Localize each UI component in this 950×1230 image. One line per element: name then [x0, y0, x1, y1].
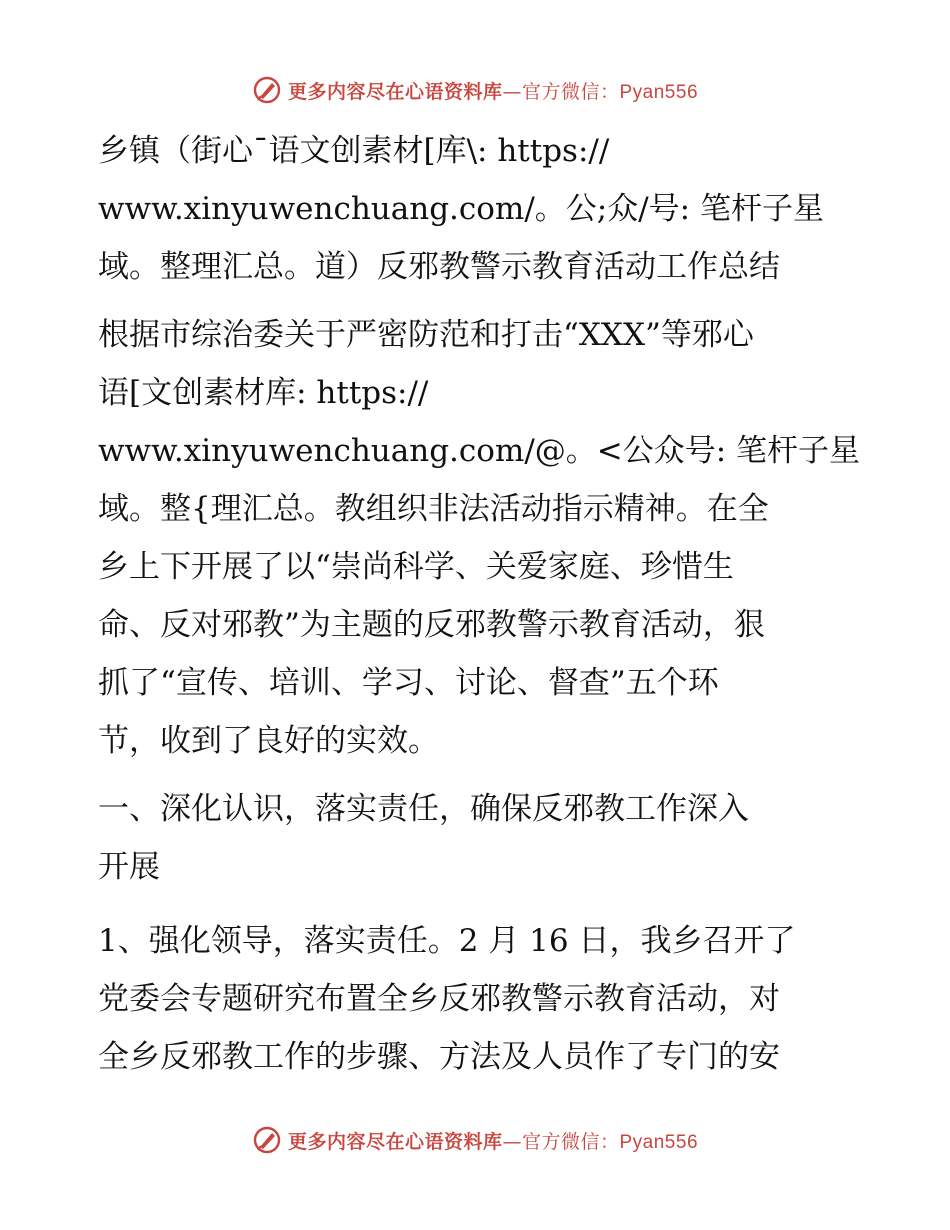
text-line: 乡镇（街心¯语文创素材[库\: https:// — [98, 133, 610, 169]
paragraph-item-1 — [98, 912, 858, 1086]
banner-main-text: 更多内容尽在心语资料库 — [287, 80, 503, 103]
banner-label: 官方微信： — [521, 80, 620, 103]
text-line: 全乡反邪教工作的步骤、方法及人员作了专门的安 — [98, 1039, 780, 1075]
text-line: 根据市综治委关于严密防范和打击“XXX”等邪心 — [98, 317, 754, 353]
banner-dash: — — [502, 1130, 522, 1153]
text-line: 开展 — [98, 849, 160, 885]
quill-pen-logo-icon — [252, 1125, 282, 1155]
text-line: 乡上下开展了以“崇尚科学、关爱家庭、珍惜生 — [98, 549, 734, 585]
banner-text — [288, 77, 698, 104]
text-line: 抓了“宣传、培训、学习、讨论、督查”五个环 — [98, 665, 719, 701]
paragraph-section-heading — [98, 780, 858, 896]
banner-account: Pyan556 — [619, 1131, 699, 1153]
text-line: 一、深化认识，落实责任，确保反邪教工作深入 — [98, 791, 749, 827]
banner-account: Pyan556 — [619, 81, 699, 103]
paragraph-title — [98, 122, 858, 296]
document-body — [98, 122, 861, 1090]
text-line: 域。整理汇总。道）反邪教警示教育活动工作总结 — [98, 249, 780, 285]
banner-text — [288, 1127, 698, 1154]
text-line: 命、反对邪教”为主题的反邪教警示教育活动，狠 — [98, 607, 765, 643]
text-line: www.xinyuwenchuang.com/。公;众/号: 笔杆子星 — [98, 191, 824, 227]
paragraph-intro — [98, 306, 861, 770]
banner-dash: — — [502, 80, 522, 103]
text-line: 党委会专题研究布置全乡反邪教警示教育活动，对 — [98, 981, 780, 1017]
banner-main-text: 更多内容尽在心语资料库 — [287, 1130, 503, 1153]
text-line: 节，收到了良好的实效。 — [98, 723, 439, 759]
banner-label: 官方微信： — [521, 1130, 620, 1153]
footer-watermark-banner — [0, 1120, 950, 1160]
text-line: 域。整{理汇总。教组织非法活动指示精神。在全 — [98, 491, 769, 527]
text-line: www.xinyuwenchuang.com/@。<公众号: 笔杆子星 — [98, 433, 861, 469]
quill-pen-logo-icon — [252, 75, 282, 105]
header-watermark-banner — [0, 70, 950, 110]
text-line: 1、强化领导，落实责任。2 月 16 日，我乡召开了 — [98, 923, 796, 959]
text-line: 语[文创素材库: https:// — [98, 375, 429, 411]
